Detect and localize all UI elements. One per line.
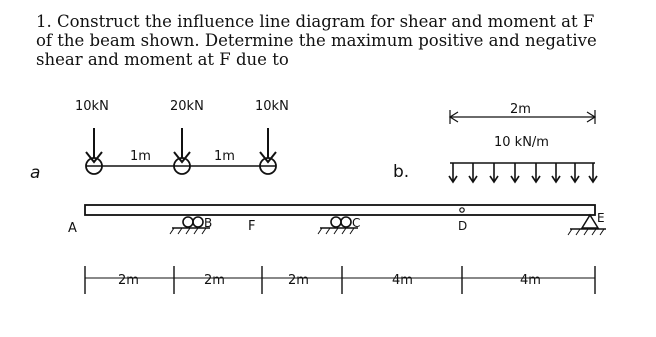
beam bbox=[68, 205, 606, 236]
point-e-label: E bbox=[597, 211, 605, 225]
problem-line-2: of the beam shown. Determine the maximum positive and negative bbox=[36, 31, 597, 50]
span-de-label: 4m bbox=[520, 273, 541, 288]
span-bf-label: 2m bbox=[204, 273, 225, 288]
load-2-label: 20kN bbox=[170, 99, 204, 114]
spacing-1-label: 1m bbox=[130, 149, 151, 164]
point-d-label: D bbox=[458, 219, 468, 233]
point-b-label: B bbox=[204, 216, 213, 230]
part-b-distributed-load bbox=[393, 102, 597, 182]
span-dimensions bbox=[85, 266, 595, 294]
span-fc-label: 2m bbox=[288, 273, 309, 288]
udl-intensity-label: 10 kN/m bbox=[494, 135, 549, 150]
part-a-label: a bbox=[30, 163, 41, 183]
span-cd-label: 4m bbox=[392, 273, 413, 288]
problem-line-3: shear and moment at F due to bbox=[36, 50, 289, 69]
beam-body bbox=[85, 205, 595, 215]
part-b-label: b. bbox=[393, 162, 410, 182]
point-c-label: C bbox=[352, 216, 361, 230]
dimension-ticks bbox=[85, 266, 595, 294]
load-3-label: 10kN bbox=[255, 99, 289, 114]
part-a-load-train bbox=[30, 99, 289, 183]
load-1-label: 10kN bbox=[75, 99, 109, 114]
span-ab-label: 2m bbox=[118, 273, 139, 288]
udl-arrows bbox=[449, 163, 597, 182]
spacing-2-label: 1m bbox=[214, 149, 235, 164]
problem-line-1: 1. Construct the influence line diagram for shear and moment at F bbox=[36, 12, 595, 31]
point-f-label: F bbox=[248, 219, 256, 234]
udl-length-label: 2m bbox=[510, 102, 531, 117]
point-a-label: A bbox=[68, 221, 77, 236]
